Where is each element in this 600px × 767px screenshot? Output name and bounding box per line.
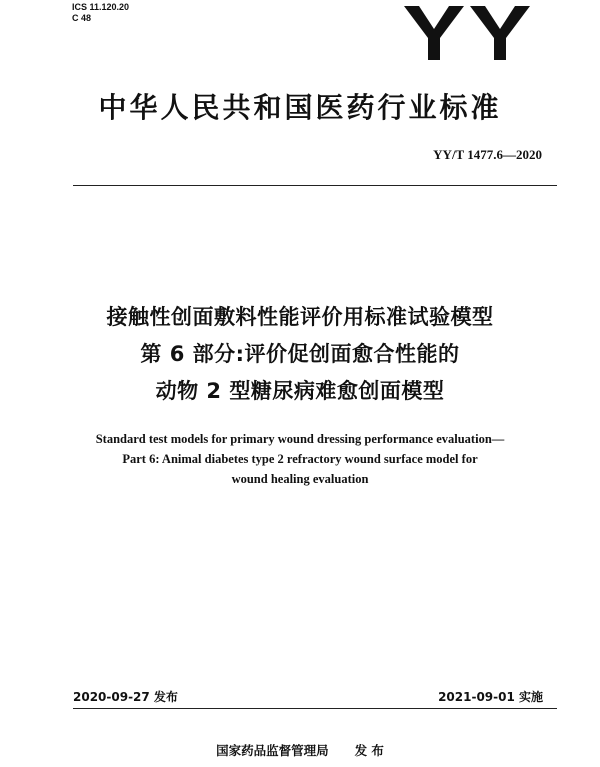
issuing-authority (0, 741, 600, 759)
chinese-title-line-1: 接触性创面敷料性能评价用标准试验模型 (106, 305, 494, 329)
chinese-title-line-2: 第 6 部分:评价促创面愈合性能的 (140, 342, 460, 366)
english-title-line-3: wound healing evaluation (231, 472, 369, 486)
english-title-line-1: Standard test models for primary wound dressing performance evaluation— (95, 432, 505, 446)
footer-divider (73, 708, 557, 709)
chinese-title-line-3: 动物 2 型糖尿病难愈创面模型 (155, 379, 445, 403)
standard-category-title: 中华人民共和国医药行业标准 (98, 91, 502, 124)
yy-logo (404, 0, 532, 62)
english-title-line-2: Part 6: Animal diabetes type 2 refractory wound surface model for (122, 452, 478, 466)
ics-code: ICS 11.120.20 (72, 2, 130, 12)
ccs-code: C 48 (72, 13, 92, 23)
yy-logo-graphic (404, 0, 532, 62)
issuer-name: 国家药品监督管理局 (216, 743, 329, 758)
header-divider (73, 185, 557, 186)
standard-number: YY/T 1477.6—2020 (433, 147, 542, 162)
classification-codes (72, 2, 129, 24)
issue-date: 2020-09-27 发布 (73, 690, 178, 704)
issuer-action: 发 布 (354, 743, 384, 758)
implementation-date: 2021-09-01 实施 (438, 690, 543, 704)
